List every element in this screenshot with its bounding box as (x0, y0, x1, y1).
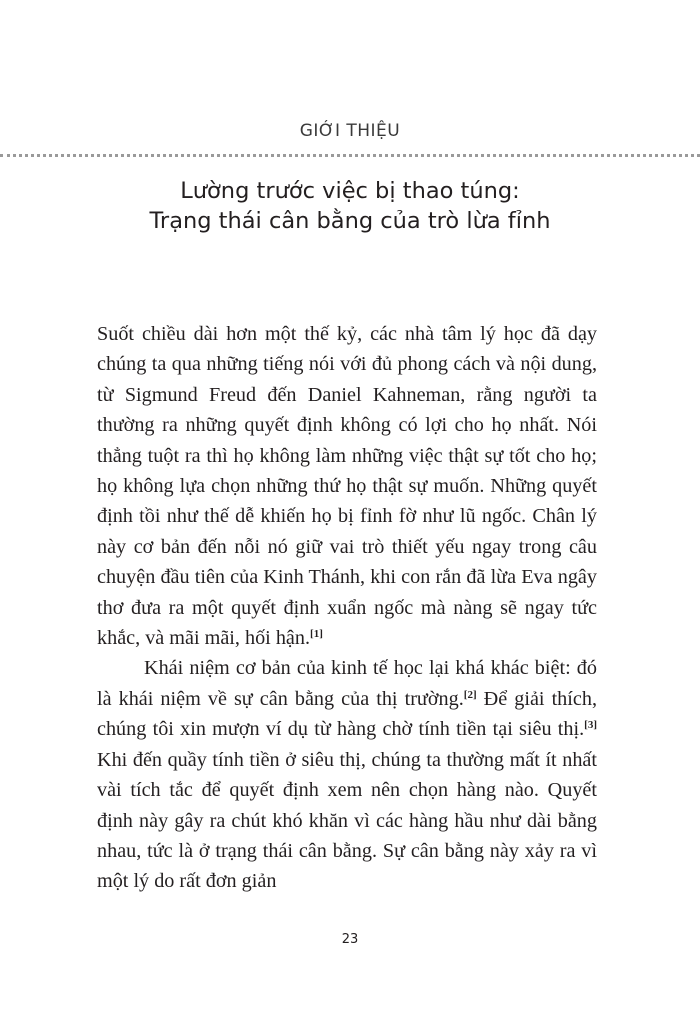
section-label: GIỚI THIỆU (299, 121, 401, 141)
footnote-marker[interactable]: [2] (463, 688, 477, 701)
body-text (97, 319, 597, 897)
paragraph-text: Khái niệm cơ bản của kinh tế học lại khá khác biệt: đó là khái niệm về sự cân bằng của thị trường. (97, 657, 597, 710)
chapter-title (0, 176, 700, 236)
paragraph-text: Để giải thích, chúng tôi xin mượn ví dụ từ hàng chờ tính tiền tại siêu thị. (97, 687, 597, 741)
footnote-marker[interactable]: [3] (584, 719, 597, 732)
paragraph-text: Suốt chiều dài hơn một thế kỷ, các nhà tâm lý học đã dạy chúng ta qua những tiếng nói với đủ phong cách và nội dung, từ Sigmund Freud đến Daniel Kahneman, rằng người ta thường ra những quyết định không có lợi cho họ nhất. Nói thẳng tuột ra thì họ không làm những việc thật sự tốt cho họ; họ không lựa chọn những thứ họ thật sự muốn. Những quyết định tồi như thế dễ khiến họ bị fỉnh fờ như lũ ngốc. Chân lý này cơ bản đến nỗi nó giữ vai trò thiết yếu ngay trong câu chuyện đầu tiên của Kinh Thánh, khi con rắn đã lừa Eva ngây thơ đưa ra một quyết định xuẩn ngốc mà nàng sẽ ngay tức khắc, và mãi mãi, hối hận. (97, 323, 597, 650)
paragraph-text: Khi đến quầy tính tiền ở siêu thị, chúng ta thường mất ít nhất vài tích tắc để quyết định xem nên chọn hàng nào. Quyết định này gây ra chút khó khăn vì các hàng hầu như dài bằng nhau, tức là ở trạng thái cân bằng. Sự cân bằng này xảy ra vì một lý do rất đơn giản (97, 748, 597, 893)
paragraph-1 (97, 319, 597, 653)
footnote-marker[interactable]: [1] (310, 628, 323, 641)
paragraph-2 (97, 653, 597, 896)
dotted-divider (0, 154, 700, 157)
page-number: 23 (341, 932, 359, 947)
chapter-title-line-2: Trạng thái cân bằng của trò lừa fỉnh (149, 208, 551, 234)
chapter-title-line-1: Lường trước việc bị thao túng: (180, 178, 520, 204)
